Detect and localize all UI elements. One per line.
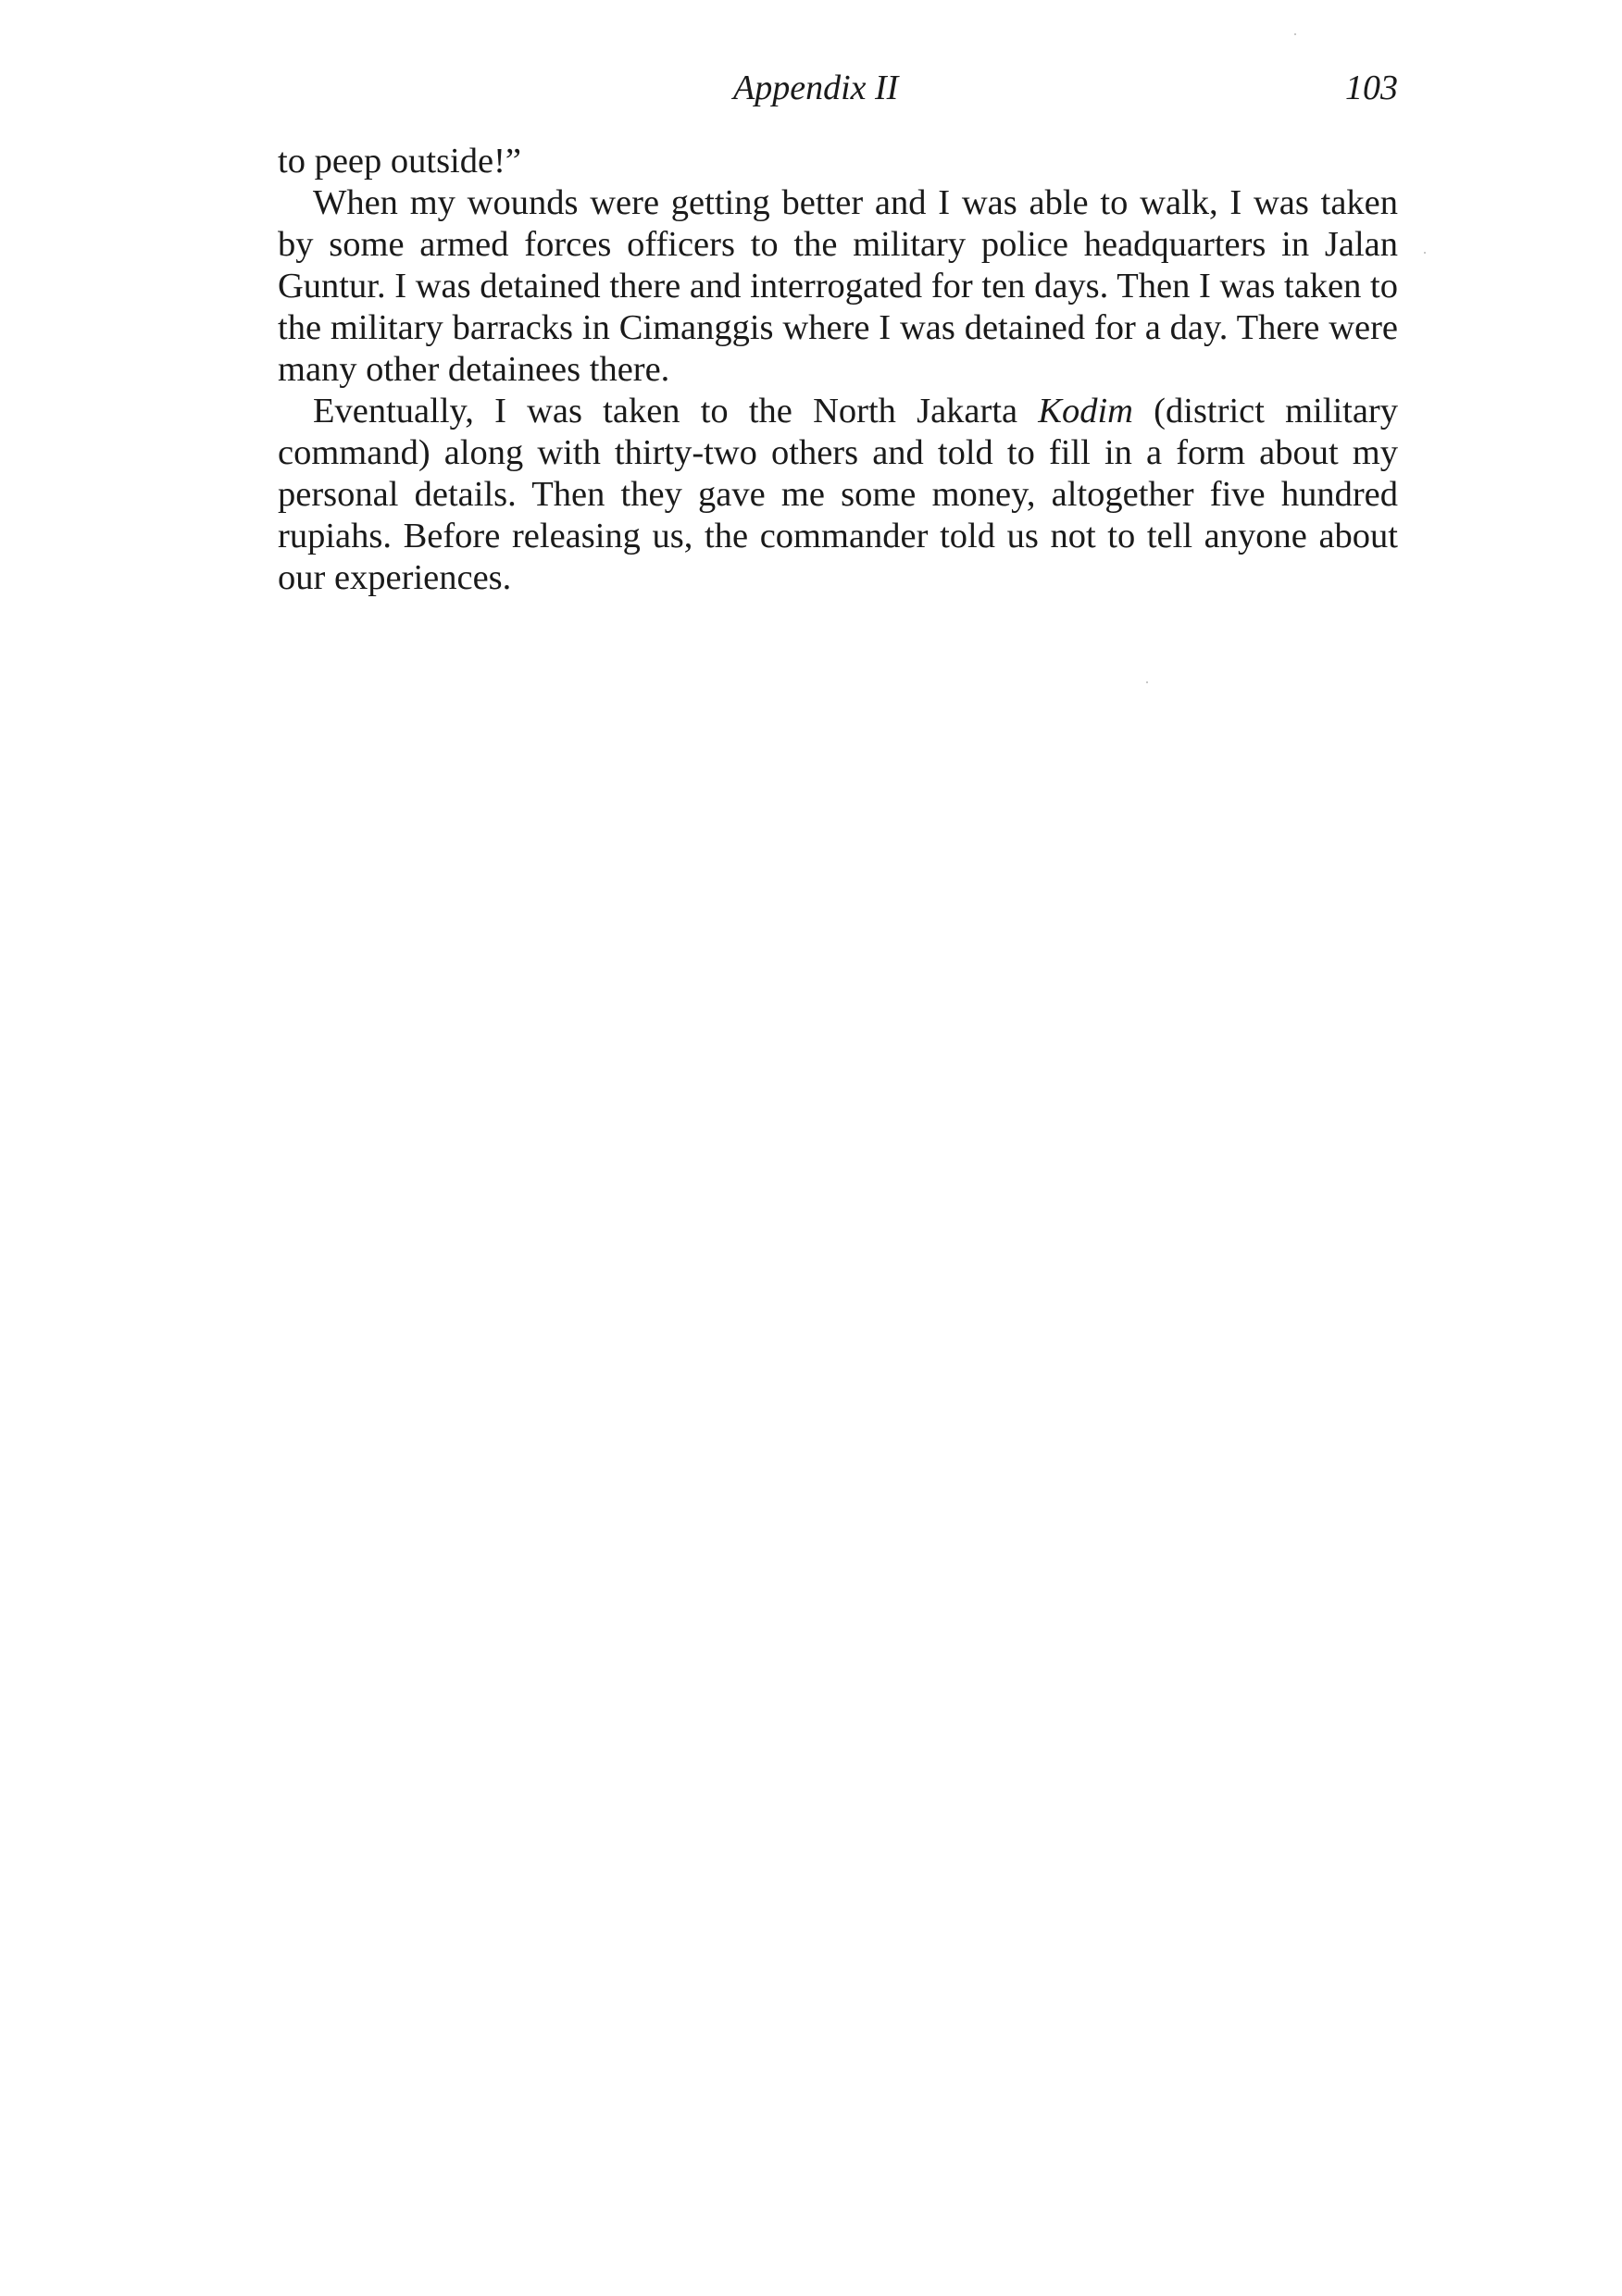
body-text [278, 141, 1398, 599]
paragraph-detention: When my wounds were getting better and I was able to walk, I was taken by some armed forces officers to the military police headquarters in Jalan Guntur. I was detained there and interrogated for ten days. Then I was taken to the military barracks in Cimanggis where I was detained for a day. There were many other detainees there. [278, 183, 1398, 389]
scan-speck [1146, 681, 1148, 683]
paragraph-release-start: Eventually, I was taken to the North Jakarta [313, 392, 1039, 430]
running-header [278, 63, 1398, 119]
page-number: 103 [1345, 69, 1398, 107]
running-title: Appendix II [733, 69, 899, 107]
scan-speck [1424, 252, 1426, 254]
paragraph-release [278, 391, 1398, 599]
scan-speck [1294, 33, 1296, 35]
paragraph-release-end: (district military command) along with thirty-two others and told to fill in a form about my personal details. Then they gave me some money, altogether five hundred rupiahs. Before releasing us, the commander told us not to tell anyone about our experiences. [278, 392, 1398, 597]
paragraph-continuation: to peep outside!” [278, 142, 521, 181]
kodim-term: Kodim [1038, 392, 1133, 430]
